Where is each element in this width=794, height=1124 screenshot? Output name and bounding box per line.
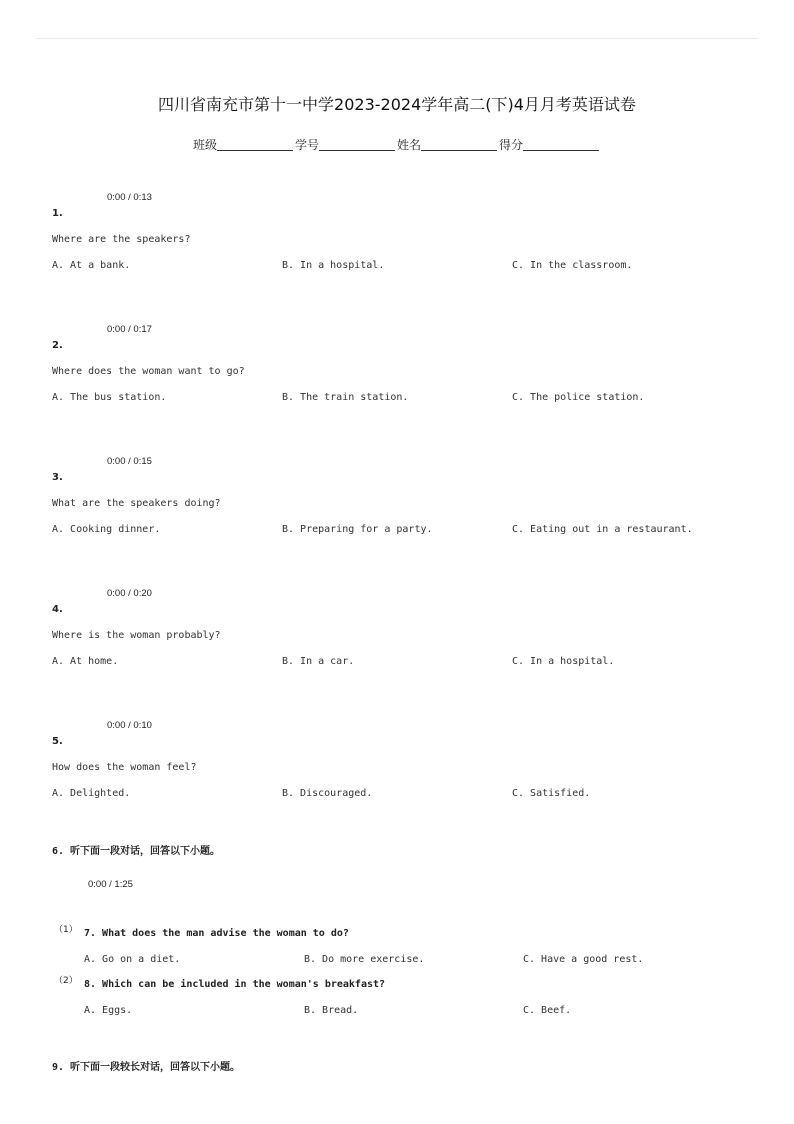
sub-question-number: （1） <box>54 925 78 935</box>
option-b[interactable]: B. Discouraged. <box>282 788 373 799</box>
option-a[interactable]: A. At a bank. <box>52 260 131 271</box>
section-9-heading: 9. 听下面一段较长对话，回答以下小题。 <box>52 1062 241 1073</box>
id-blank[interactable] <box>319 138 395 151</box>
option-c[interactable]: C. The police station. <box>512 392 645 403</box>
name-blank[interactable] <box>421 138 497 151</box>
question-stem: What are the speakers doing? <box>52 498 221 509</box>
page-title: 四川省南充市第十一中学2023-2024学年高二(下)4月月考英语试卷 <box>158 95 636 114</box>
question-number: 3. <box>52 472 63 483</box>
option-a[interactable]: A. The bus station. <box>52 392 167 403</box>
audio-time[interactable]: 0:00 / 1:25 <box>88 879 133 890</box>
score-blank[interactable] <box>523 138 599 151</box>
sub-question-stem: 8. Which can be included in the woman's breakfast? <box>84 979 386 990</box>
option-c[interactable]: C. Beef. <box>523 1005 572 1016</box>
question-number: 4. <box>52 604 63 615</box>
question-stem: How does the woman feel? <box>52 762 197 773</box>
option-b[interactable]: B. Preparing for a party. <box>282 524 433 535</box>
option-b[interactable]: B. In a hospital. <box>282 260 385 271</box>
option-a[interactable]: A. Eggs. <box>84 1005 133 1016</box>
audio-time[interactable]: 0:00 / 0:20 <box>107 588 152 599</box>
option-a[interactable]: A. At home. <box>52 656 119 667</box>
audio-time[interactable]: 0:00 / 0:13 <box>107 192 152 203</box>
option-c[interactable]: C. In the classroom. <box>512 260 633 271</box>
option-a[interactable]: A. Go on a diet. <box>84 954 181 965</box>
top-divider <box>36 38 758 39</box>
audio-time[interactable]: 0:00 / 0:10 <box>107 720 152 731</box>
audio-time[interactable]: 0:00 / 0:17 <box>107 324 152 335</box>
option-a[interactable]: A. Delighted. <box>52 788 131 799</box>
question-stem: Where is the woman probably? <box>52 630 221 641</box>
name-label: 姓名 <box>397 138 422 152</box>
class-label: 班级 <box>192 138 217 152</box>
id-label: 学号 <box>294 138 319 152</box>
option-b[interactable]: B. Do more exercise. <box>304 954 425 965</box>
score-label: 得分 <box>499 138 524 152</box>
sub-question-number: （2） <box>54 976 78 986</box>
option-c[interactable]: C. Have a good rest. <box>523 954 644 965</box>
question-stem: Where are the speakers? <box>52 234 191 245</box>
option-c[interactable]: C. Satisfied. <box>512 788 591 799</box>
section-6-heading: 6. 听下面一段对话，回答以下小题。 <box>52 846 221 857</box>
student-info-line <box>0 136 794 153</box>
option-a[interactable]: A. Cooking dinner. <box>52 524 161 535</box>
question-number: 5. <box>52 736 63 747</box>
class-blank[interactable] <box>217 138 293 151</box>
audio-time[interactable]: 0:00 / 0:15 <box>107 456 152 467</box>
option-b[interactable]: B. Bread. <box>304 1005 359 1016</box>
question-number: 1. <box>52 208 63 219</box>
question-stem: Where does the woman want to go? <box>52 366 245 377</box>
option-b[interactable]: B. In a car. <box>282 656 355 667</box>
question-number: 2. <box>52 340 63 351</box>
option-c[interactable]: C. Eating out in a restaurant. <box>512 524 693 535</box>
option-c[interactable]: C. In a hospital. <box>512 656 615 667</box>
sub-question-stem: 7. What does the man advise the woman to do? <box>84 928 349 939</box>
option-b[interactable]: B. The train station. <box>282 392 409 403</box>
